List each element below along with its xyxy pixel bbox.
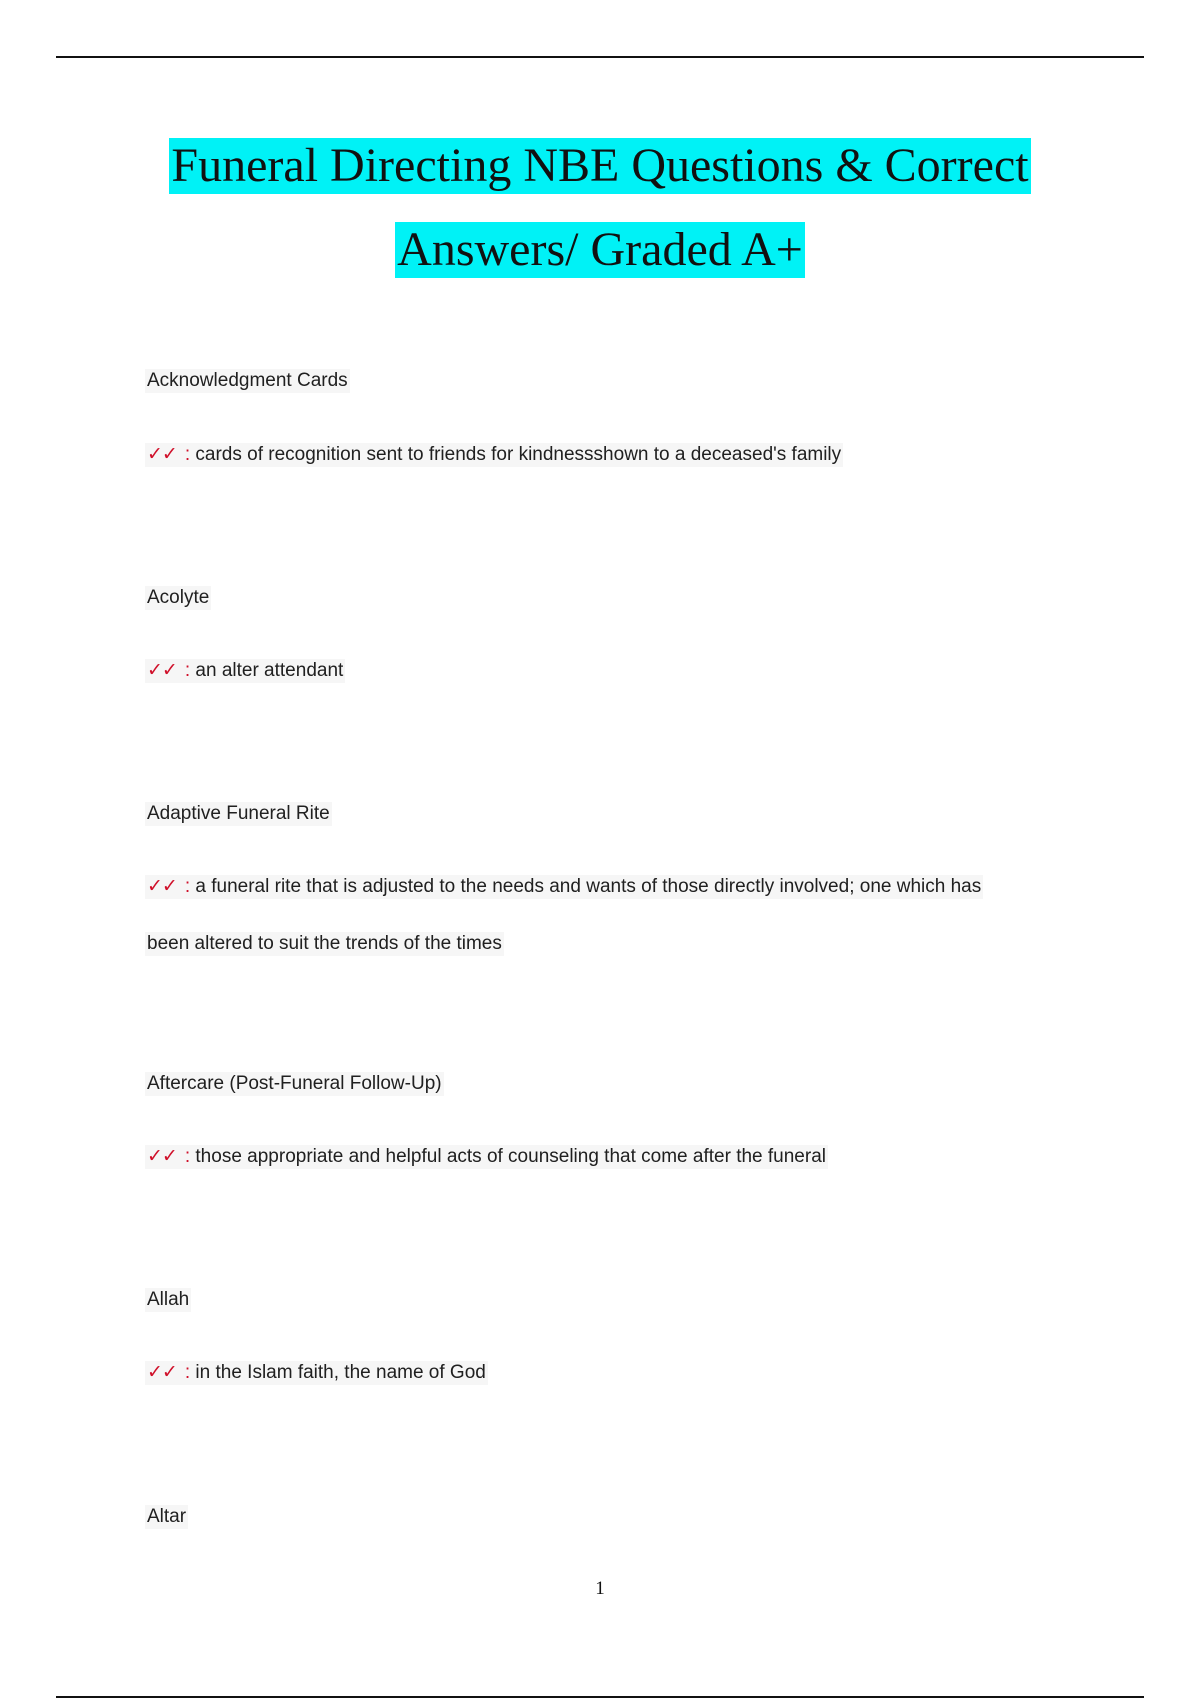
definition-text: a funeral rite that is adjusted to the needs and wants of those directly involved; one which has	[195, 876, 982, 897]
check-colon: :	[184, 444, 191, 465]
entry-term: Acolyte	[147, 587, 210, 608]
double-check-icon: ✓✓	[147, 444, 177, 465]
entry-term: Acknowledgment Cards	[147, 370, 348, 391]
title-line-2: Answers/ Graded A+	[397, 223, 803, 276]
check-colon: :	[184, 660, 191, 681]
entry-term: Aftercare (Post-Funeral Follow-Up)	[147, 1073, 442, 1094]
document-title	[0, 138, 1200, 278]
entry-definition	[145, 1361, 488, 1385]
definition-text: in the Islam faith, the name of God	[195, 1362, 486, 1383]
definition-text: those appropriate and helpful acts of counseling that come after the funeral	[195, 1146, 826, 1167]
check-colon: :	[184, 876, 191, 897]
entry-definition	[145, 443, 843, 467]
bottom-rule	[56, 1696, 1144, 1698]
entry-term: Adaptive Funeral Rite	[147, 803, 330, 824]
check-colon: :	[184, 1146, 191, 1167]
page-number: 1	[595, 1578, 605, 1599]
definition-continuation: been altered to suit the trends of the times	[147, 933, 502, 954]
check-colon: :	[184, 1362, 191, 1383]
definition-text: cards of recognition sent to friends for kindnessshown to a deceased's family	[195, 444, 842, 465]
entry-definition	[145, 1145, 828, 1169]
double-check-icon: ✓✓	[147, 660, 177, 681]
double-check-icon: ✓✓	[147, 876, 177, 897]
definition-text: an alter attendant	[195, 660, 344, 681]
double-check-icon: ✓✓	[147, 1146, 177, 1167]
entry-term: Allah	[147, 1289, 190, 1310]
entry-term: Altar	[147, 1506, 187, 1527]
title-line-1: Funeral Directing NBE Questions & Correct	[171, 139, 1029, 192]
top-rule	[56, 56, 1144, 58]
entry-definition	[145, 659, 345, 683]
double-check-icon: ✓✓	[147, 1362, 177, 1383]
entry-definition	[145, 875, 983, 899]
